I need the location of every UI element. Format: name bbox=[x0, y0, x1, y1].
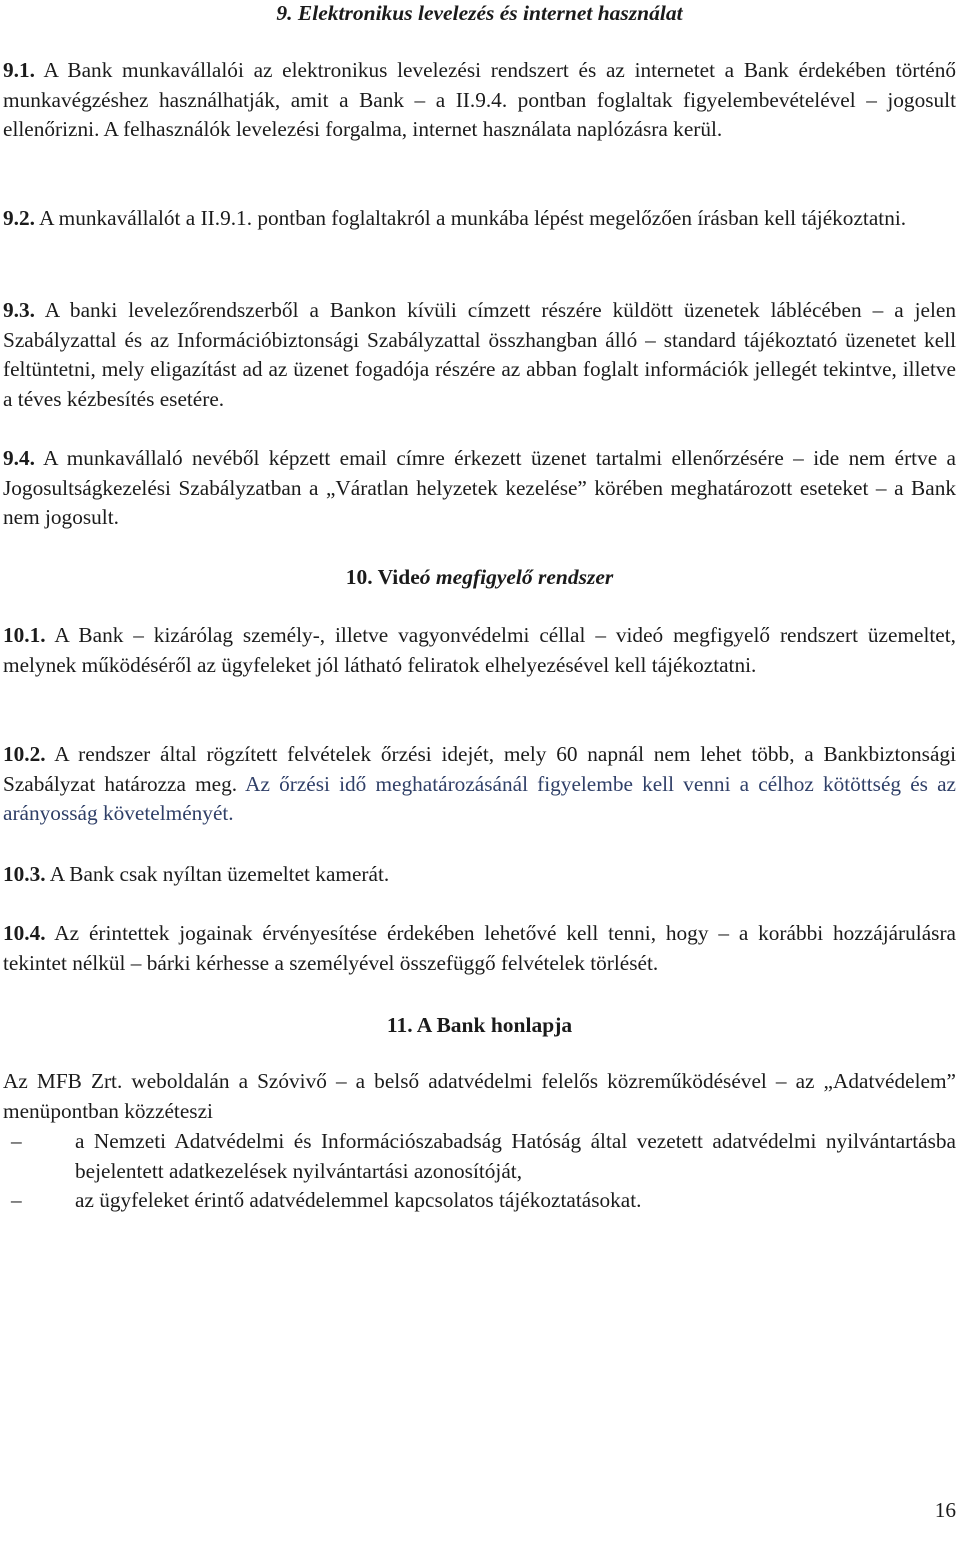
section-11-title: 11. A Bank honlapja bbox=[386, 1013, 573, 1037]
paragraph-11-intro bbox=[3, 1067, 956, 1126]
dash-bullet: – bbox=[11, 1129, 22, 1153]
paragraph-text: A rendszer által rögzített felvételek őrzési idejét, mely 60 napnál nem lehet több, a Bankbiztonsági Szabályzat határozza meg. bbox=[3, 742, 956, 796]
dash-bullet: – bbox=[11, 1188, 22, 1213]
paragraph-number: 9.3. bbox=[3, 298, 35, 322]
paragraph-text: A munkavállaló nevéből képzett email címre érkezett üzenet tartalmi ellenőrzésére – ide nem értve a Jogosultságkezelési Szabályzatban a „Váratlan helyzetek kezelése” körében meghatározott eseteket – a Bank nem jogosult. bbox=[3, 446, 956, 530]
paragraph-number: 10.4. bbox=[3, 921, 46, 945]
section-9-title: 9. Elektronikus levelezés és internet használat bbox=[276, 1, 683, 25]
list-item-text: a Nemzeti Adatvédelmi és Információszabadság Hatóság által vezetett adatvédelmi nyilvántartásba bejelentett adatkezelések nyilvántartási azonosítóját, bbox=[75, 1129, 956, 1183]
page-number: 16 bbox=[934, 1498, 956, 1522]
paragraph-number: 10.2. bbox=[3, 742, 46, 766]
paragraph-number: 10.3. bbox=[3, 862, 46, 886]
paragraph-10-1 bbox=[3, 621, 956, 680]
paragraph-text: A Bank – kizárólag személy-, illetve vagyonvédelmi céllal – videó megfigyelő rendszert üzemeltet, melynek működéséről az ügyfeleket jól látható feliratok elhelyezésével kell tájékoztatni. bbox=[3, 623, 956, 677]
paragraph-number: 9.4. bbox=[3, 446, 35, 470]
list-item bbox=[3, 1186, 956, 1216]
paragraph-10-2 bbox=[3, 740, 956, 829]
section-11-list bbox=[3, 1127, 956, 1216]
paragraph-text: A Bank munkavállalói az elektronikus levelezési rendszert és az internetet a Bank érdekében történő munkavégzéshez használhatják, amit a Bank – a II.9.4. pontban foglaltak figyelembevételével – jogosult ellenőrizni. A felhasználók levelezési forgalma, internet használata naplózásra kerül. bbox=[3, 58, 957, 142]
paragraph-text: A munkavállalót a II.9.1. pontban foglaltakról a munkába lépést megelőzően írásban kell tájékoztatni. bbox=[39, 206, 907, 230]
paragraph-number: 9.1. bbox=[3, 58, 35, 82]
list-item-text: az ügyfeleket érintő adatvédelemmel kapcsolatos tájékoztatásokat. bbox=[75, 1188, 642, 1213]
paragraph-9-3 bbox=[3, 296, 956, 414]
section-10-title: 10. Videó megfigyelő rendszer bbox=[345, 565, 614, 589]
paragraph-text: A banki levelezőrendszerből a Bankon kívüli címzett részére küldött üzenetek láblécében – a jelen Szabályzattal és az Információbiztonsági Szabályzattal összhangban álló – standard tájékoztató üzenetet kell feltüntetni, mely eligazítást ad az üzenet fogadója részére az abban foglalt információk jellegét tekintve, illetve a téves kézbesítés esetére. bbox=[3, 298, 956, 411]
paragraph-9-1 bbox=[3, 56, 956, 145]
paragraph-text: Az MFB Zrt. weboldalán a Szóvivő – a belső adatvédelmi felelős közreműködésével – az „Adatvédelem” menüpontban közzéteszi bbox=[3, 1069, 956, 1123]
paragraph-number: 9.2. bbox=[3, 206, 35, 230]
list-item bbox=[3, 1127, 956, 1186]
paragraph-text: Az érintettek jogainak érvényesítése érdekében lehetővé kell tenni, hogy – a korábbi hozzájárulásra tekintet nélkül – bárki kérhesse a személyével összefüggő felvételek törlését. bbox=[3, 921, 957, 975]
paragraph-10-3 bbox=[3, 860, 956, 890]
paragraph-text-continued: Az őrzési idő meghatározásánál figyelembe kell venni a célhoz kötöttség és az arányosság követelményét. bbox=[3, 771, 956, 826]
paragraph-text: A Bank csak nyíltan üzemeltet kamerát. bbox=[49, 862, 390, 886]
paragraph-10-4 bbox=[3, 919, 956, 978]
paragraph-9-4 bbox=[3, 444, 956, 533]
paragraph-number: 10.1. bbox=[3, 623, 46, 647]
paragraph-9-2 bbox=[3, 204, 956, 234]
